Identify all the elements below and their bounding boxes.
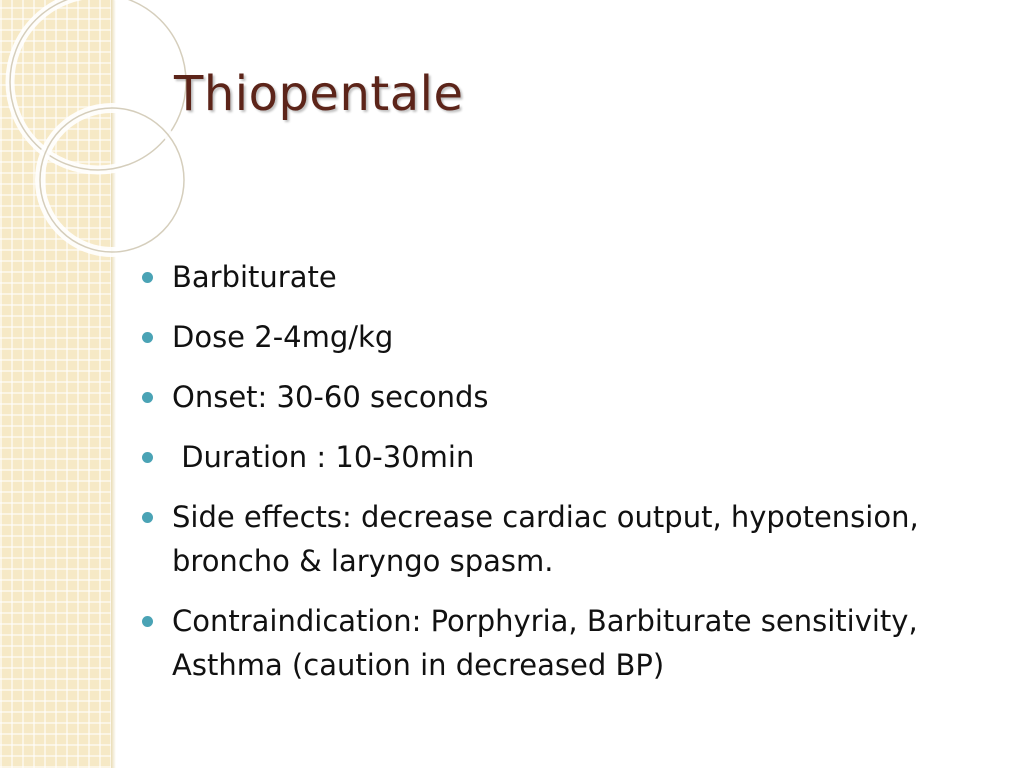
- bullet-dot-icon: [142, 616, 153, 627]
- bullet-item-side-effects: [142, 495, 982, 583]
- bullet-dot-icon: [142, 332, 153, 343]
- bullet-text: Onset: 30-60 seconds: [172, 380, 489, 414]
- bullet-text: Duration : 10-30min: [172, 440, 475, 474]
- bullet-dot-icon: [142, 272, 153, 283]
- bullet-dot-icon: [142, 512, 153, 523]
- decorative-rings: [0, 0, 180, 260]
- bullet-dot-icon: [142, 392, 153, 403]
- bullet-item-drug-class: [142, 255, 982, 299]
- bullet-list: [142, 255, 982, 703]
- bullet-item-dose: [142, 315, 982, 359]
- bullet-item-contraindication: [142, 599, 982, 687]
- bullet-text: Contraindication: Porphyria, Barbiturate sensitivity, Asthma (caution in decreased BP): [172, 604, 918, 682]
- bullet-dot-icon: [142, 452, 153, 463]
- bullet-text: Dose 2-4mg/kg: [172, 320, 394, 354]
- bullet-text: Barbiturate: [172, 260, 337, 294]
- slide-title: Thiopentale: [174, 66, 464, 122]
- bullet-item-duration: [142, 435, 982, 479]
- bullet-item-onset: [142, 375, 982, 419]
- bullet-text: Side effects: decrease cardiac output, hypotension, broncho & laryngo spasm.: [172, 500, 919, 578]
